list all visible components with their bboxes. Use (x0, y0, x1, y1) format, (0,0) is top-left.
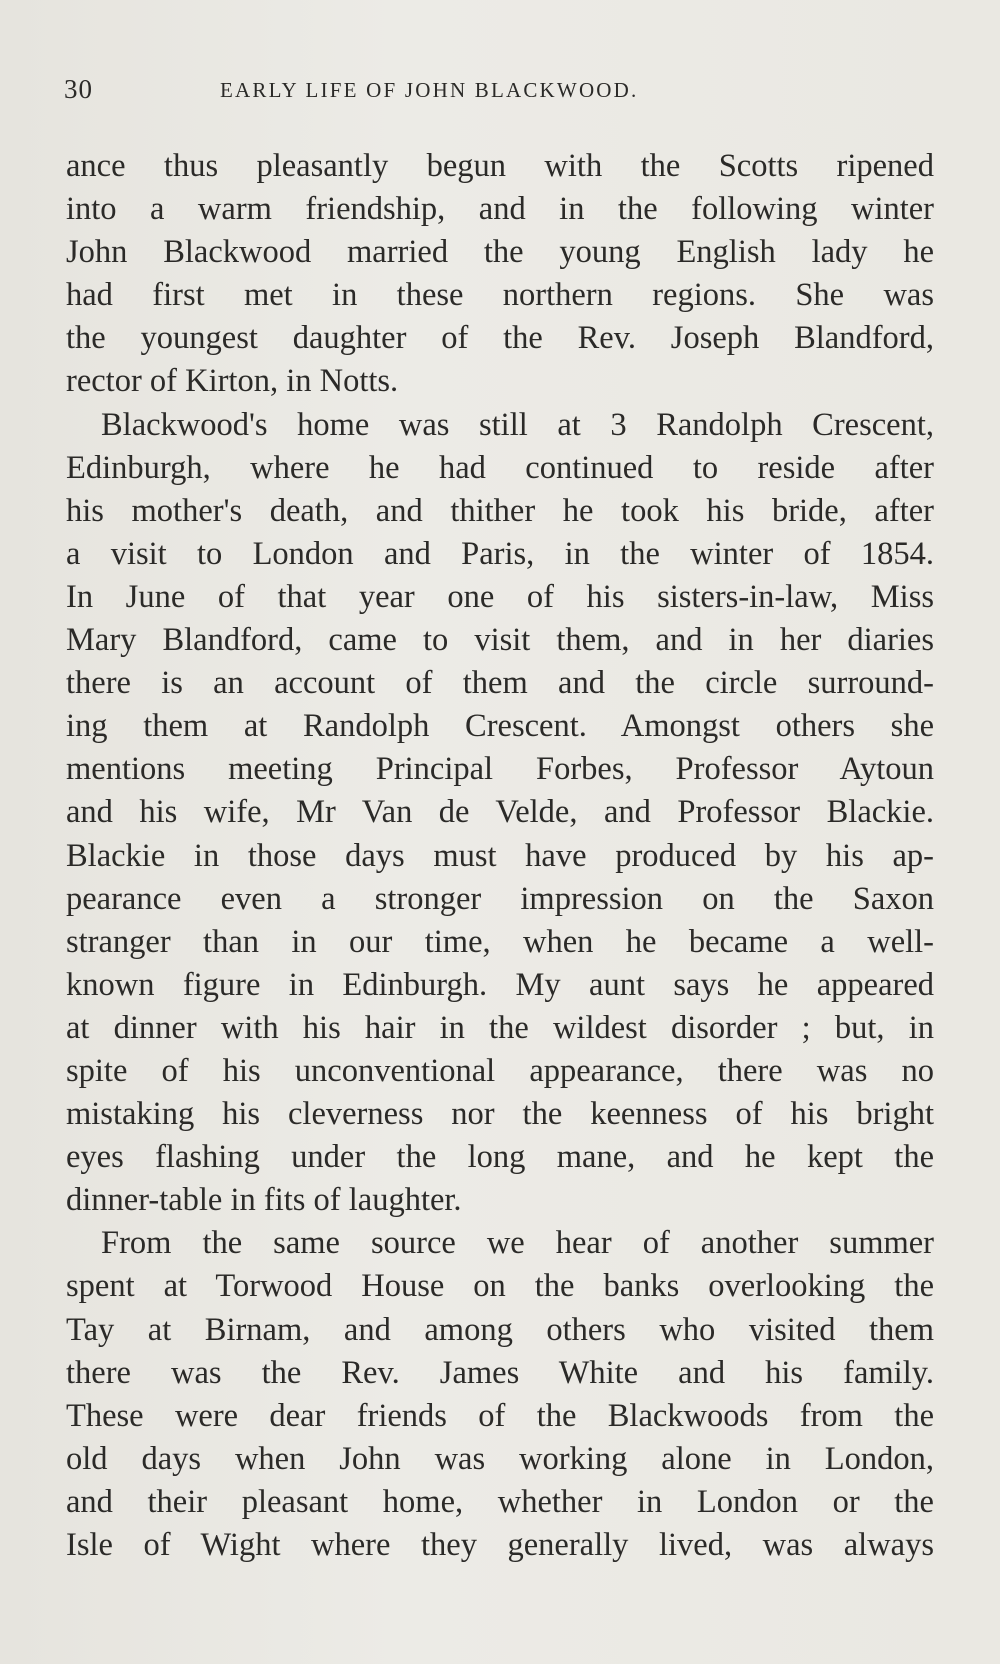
text-line: spent at Torwood House on the banks overlooking the (66, 1268, 934, 1305)
text-line: Isle of Wight where they generally lived, was always (66, 1527, 934, 1563)
text-line: Blackwood's home was still at 3 Randolph Crescent, (101, 406, 934, 443)
body-text (66, 145, 934, 1567)
text-line: a visit to London and Paris, in the winter of 1854. (66, 535, 934, 572)
text-line: stranger than in our time, when he became a well- (66, 923, 934, 960)
text-line: and their pleasant home, whether in London or the (66, 1483, 934, 1520)
text-line: Blackie in those days must have produced by his ap- (66, 837, 934, 874)
text-line: rector of Kirton, in Notts. (66, 363, 399, 400)
text-line: the youngest daughter of the Rev. Joseph Blandford, (66, 320, 934, 357)
text-line: there was the Rev. James White and his family. (66, 1354, 934, 1391)
text-line: mistaking his cleverness nor the keenness of his bright (66, 1096, 934, 1133)
text-line: dinner-table in fits of laughter. (66, 1182, 462, 1219)
text-line: These were dear friends of the Blackwoods from the (66, 1397, 934, 1434)
text-line: ing them at Randolph Crescent. Amongst others she (66, 708, 934, 745)
text-line: In June of that year one of his sisters-in-law, Miss (66, 578, 934, 615)
text-line: old days when John was working alone in London, (66, 1440, 934, 1477)
text-line: there is an account of them and the circle surround- (66, 665, 934, 702)
text-line: mentions meeting Principal Forbes, Professor Aytoun (66, 751, 934, 788)
text-line: Mary Blandford, came to visit them, and in her diaries (66, 622, 934, 659)
page-number: 30 (64, 74, 93, 104)
text-line: From the same source we hear of another summer (101, 1225, 934, 1262)
text-line: at dinner with his hair in the wildest disorder ; but, in (66, 1009, 934, 1046)
text-line: spite of his unconventional appearance, there was no (66, 1052, 934, 1089)
text-line: known figure in Edinburgh. My aunt says he appeared (66, 966, 934, 1003)
text-line: eyes flashing under the long mane, and he kept the (66, 1139, 934, 1176)
text-line: had first met in these northern regions. She was (66, 277, 934, 314)
text-line: into a warm friendship, and in the following winter (66, 191, 934, 228)
text-line: Tay at Birnam, and among others who visited them (66, 1311, 934, 1348)
text-line: his mother's death, and thither he took his bride, after (66, 492, 934, 529)
text-line: John Blackwood married the young English lady he (66, 234, 934, 271)
text-line: ance thus pleasantly begun with the Scotts ripened (66, 148, 934, 184)
page-header (64, 74, 940, 114)
text-line: pearance even a stronger impression on the Saxon (66, 880, 934, 917)
running-title: EARLY LIFE OF JOHN BLACKWOOD. (220, 78, 639, 102)
text-line: Edinburgh, where he had continued to reside after (66, 449, 934, 486)
text-line: and his wife, Mr Van de Velde, and Professor Blackie. (66, 794, 934, 831)
